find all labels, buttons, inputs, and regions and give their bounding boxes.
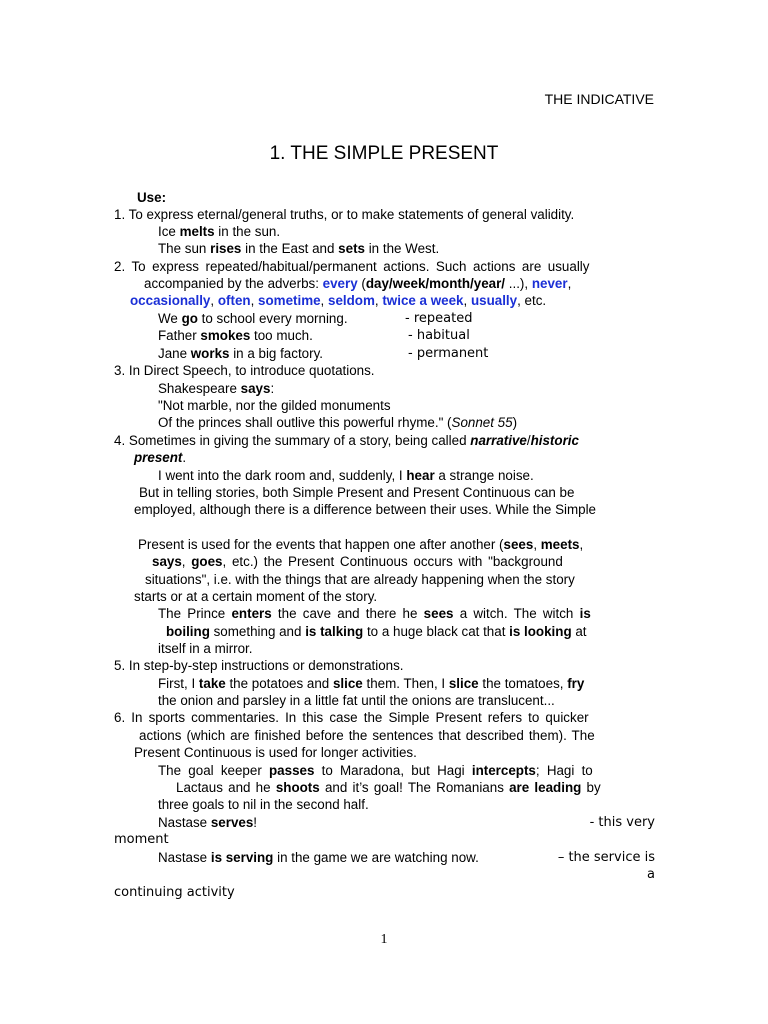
running-header: THE INDICATIVE bbox=[544, 91, 654, 107]
note-continuing-activity: continuing activity bbox=[114, 885, 235, 900]
page-number: 1 bbox=[380, 932, 388, 947]
item-4-line-1: 4. Sometimes in giving the summary of a story, being called narrative/historic bbox=[114, 433, 579, 448]
example-recipe-2: the onion and parsley in a little fat until the onions are translucent... bbox=[158, 693, 555, 708]
para-line-2: employed, although there is a difference between their uses. While the Simple bbox=[134, 502, 596, 517]
quote-line-2: Of the princes shall outlive this powerful rhyme." (Sonnet 55) bbox=[158, 415, 518, 430]
item-3: 3. In Direct Speech, to introduce quotations. bbox=[114, 363, 375, 378]
example-recipe-1: First, I take the potatoes and slice them. Then, I slice the tomatoes, fry bbox=[158, 676, 585, 691]
para-line-3: Present is used for the events that happen one after another (sees, meets, bbox=[138, 537, 584, 552]
example-prince-2: boiling something and is talking to a huge black cat that is looking at bbox=[166, 624, 587, 639]
item-4-line-2: present. bbox=[134, 450, 187, 465]
item-6-line-3: Present Continuous is used for longer activities. bbox=[134, 745, 417, 760]
quote-line-1: "Not marble, nor the gilded monuments bbox=[158, 398, 391, 413]
note-moment: moment bbox=[114, 832, 169, 847]
note-habitual: - habitual bbox=[408, 328, 470, 343]
para-line-1: But in telling stories, both Simple Present and Present Continuous can be bbox=[139, 485, 575, 500]
example-prince-1: The Prince enters the cave and there he sees a witch. The witch is bbox=[158, 606, 591, 621]
note-this-very: - this very bbox=[589, 815, 655, 830]
para-line-5: situations", i.e. with the things that are already happening when the story bbox=[145, 572, 575, 587]
note-repeated: - repeated bbox=[405, 311, 473, 326]
example-goal-2: Lactaus and he shoots and it’s goal! The Romanians are leading by bbox=[176, 780, 601, 795]
example-prince-3: itself in a mirror. bbox=[158, 641, 253, 656]
item-2-line-1: 2. To express repeated/habitual/permanent actions. Such actions are usually bbox=[114, 259, 590, 274]
example-says: Shakespeare says: bbox=[158, 381, 275, 396]
item-6-line-2: actions (which are finished before the sentences that described them). The bbox=[139, 728, 595, 743]
example-hear: I went into the dark room and, suddenly, I hear a strange noise. bbox=[158, 468, 534, 483]
note-permanent: - permanent bbox=[408, 346, 489, 361]
page-title: 1. THE SIMPLE PRESENT bbox=[269, 143, 499, 164]
para-line-6: starts or at a certain moment of the story. bbox=[134, 589, 378, 604]
example-ice: Ice melts in the sun. bbox=[158, 224, 281, 239]
example-sun: The sun rises in the East and sets in the West. bbox=[158, 241, 440, 256]
note-service-is: – the service is bbox=[557, 850, 655, 865]
example-works: Jane works in a big factory. bbox=[158, 346, 323, 361]
note-a: a bbox=[647, 867, 655, 882]
example-smokes: Father smokes too much. bbox=[158, 328, 313, 343]
example-go: We go to school every morning. bbox=[158, 311, 348, 326]
example-serves: Nastase serves! bbox=[158, 815, 258, 830]
item-5: 5. In step-by-step instructions or demonstrations. bbox=[114, 658, 404, 673]
para-line-4: says, goes, etc.) the Present Continuous occurs with "background bbox=[152, 554, 563, 569]
example-goal-3: three goals to nil in the second half. bbox=[158, 797, 369, 812]
item-1: 1. To express eternal/general truths, or to make statements of general validity. bbox=[114, 207, 575, 222]
adverb-list: occasionally, often, sometime, seldom, twice a week, usually, etc. bbox=[130, 293, 547, 308]
example-is-serving: Nastase is serving in the game we are watching now. bbox=[158, 850, 479, 865]
use-heading: Use: bbox=[137, 190, 167, 205]
item-2-line-2: accompanied by the adverbs: every (day/week/month/year/ ...), never, bbox=[144, 276, 572, 291]
item-6-line-1: 6. In sports commentaries. In this case the Simple Present refers to quicker bbox=[114, 710, 589, 725]
example-goal-1: The goal keeper passes to Maradona, but Hagi intercepts; Hagi to bbox=[158, 763, 593, 778]
